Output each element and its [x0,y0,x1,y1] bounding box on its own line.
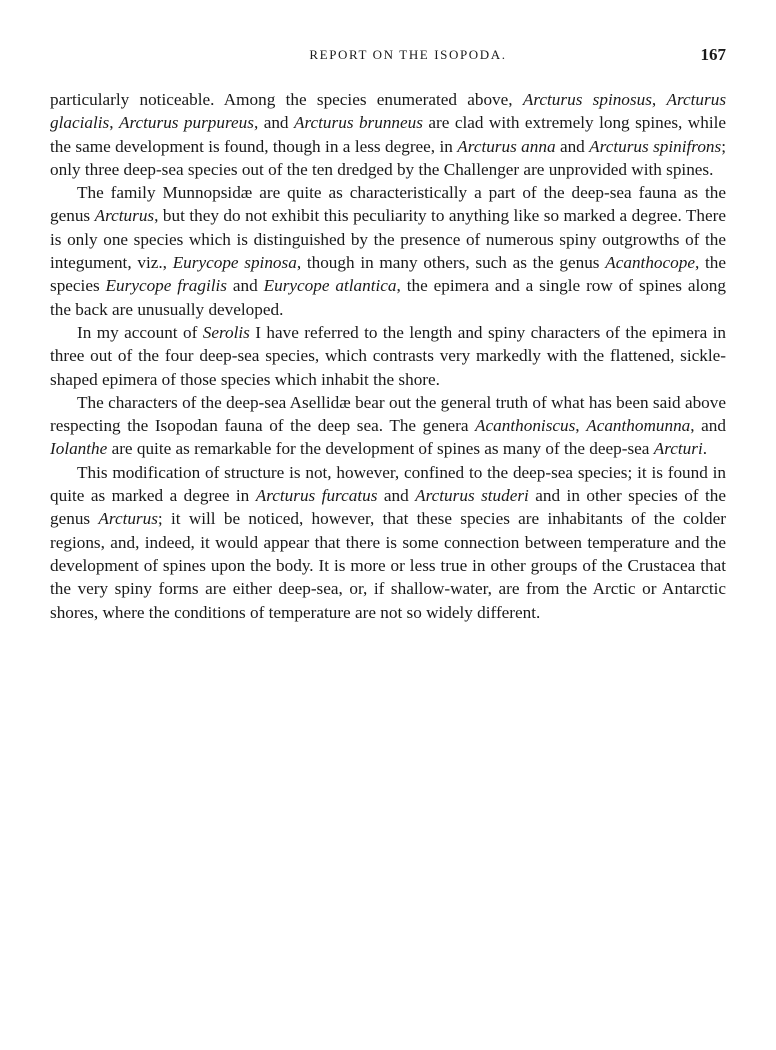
italic-taxon-name: Arcturus [94,206,155,226]
text-run: , [109,113,119,133]
text-run: , [651,90,667,109]
text-run: , though in many others, such as the genus [296,253,606,273]
paragraph-2 [50,181,726,321]
text-run: and [377,486,416,506]
italic-taxon-name: Arcturus brunneus [293,113,423,133]
italic-taxon-name: Arcturus [98,509,158,529]
text-run: ; it will be noticed, however, that these species are inhabitants of the colder regions, and, indeed, it would appear that there is some connection between temperature and the development of spines upon the body. It is more or less true in other groups of the Crustacea that the very spiny forms are either deep-sea, or, if shallow-water, are from the Arctic or Antarctic shores, where the conditions of temperature are not so widely different. [50,509,726,622]
text-run: In my account of [77,322,203,342]
italic-taxon-name: Arcturi [653,439,703,459]
italic-taxon-name: Arcturus studeri [415,486,529,506]
text-run: This modification of structure is not, however, confined to the deep-sea species; it is found in quite as marked a degree in [50,462,726,506]
text-run: . [702,439,708,459]
paragraph-3 [50,321,726,391]
running-title: REPORT ON THE ISOPODA. [309,47,507,62]
text-run: The family Munnopsidæ are quite as characteristically a part of the deep-sea fauna as the genus [50,183,726,226]
text-run: and in other species of the genus [50,486,726,529]
page-number: 167 [700,45,726,64]
text-run: , the epimera and a single row of spines along the back are unusually developed. [50,276,726,319]
text-run: I have referred to the length and spiny characters of the epimera in three out of the four deep-sea species, which contrasts very markedly with the flattened, sickle-shaped epimera of those species which inhabit the shore. [50,322,726,389]
italic-taxon-name: Arcturus spinosus [522,90,652,109]
paragraph-1 [50,88,726,181]
italic-taxon-name: Serolis [202,322,250,342]
italic-taxon-name: Acanthocope [605,253,695,273]
text-run: , the species [50,253,726,296]
paragraph-5 [50,461,726,624]
paragraph-4 [50,391,726,461]
italic-taxon-name: Arcturus anna [457,136,556,156]
italic-taxon-name: Iolanthe [50,439,108,459]
text-run: , and [690,416,726,436]
italic-taxon-name: Arcturus glacialis [50,90,727,133]
italic-taxon-name: Eurycope atlantica [263,276,397,296]
text-run: are clad with extremely long spines, while the same development is found, though in a less degree, in [50,113,726,156]
italic-taxon-name: Acanthoniscus [475,416,576,436]
text-run: and [226,276,264,296]
italic-taxon-name: Eurycope fragilis [105,276,227,296]
text-run: ; only three deep-sea species out of the ten dredged by the Challenger are unprovided with spines. [50,136,726,179]
text-run: , but they do not exhibit this peculiarity to anything like so marked a degree. There is only one species which is distinguished by the presence of numerous spiny outgrowths of the integument, viz., [50,206,727,273]
text-run: particularly noticeable. Among the species enumerated above, [50,90,523,109]
text-run: are quite as remarkable for the development of spines as many of the deep-sea [107,439,654,459]
text-run: , and [253,113,294,133]
running-head [50,44,726,66]
italic-taxon-name: Arcturus furcatus [255,486,378,506]
text-run: and [555,136,590,156]
italic-taxon-name: Acanthomunna [586,416,691,436]
italic-taxon-name: Arcturus spinifrons [589,136,722,156]
italic-taxon-name: Arcturus purpureus [118,113,254,133]
text-run: , [575,416,587,436]
body-text [50,88,726,624]
italic-taxon-name: Eurycope spinosa [172,253,297,273]
text-run: The characters of the deep-sea Asellidæ bear out the general truth of what has been said above respecting the Isopodan fauna of the deep sea. The genera [50,392,726,436]
